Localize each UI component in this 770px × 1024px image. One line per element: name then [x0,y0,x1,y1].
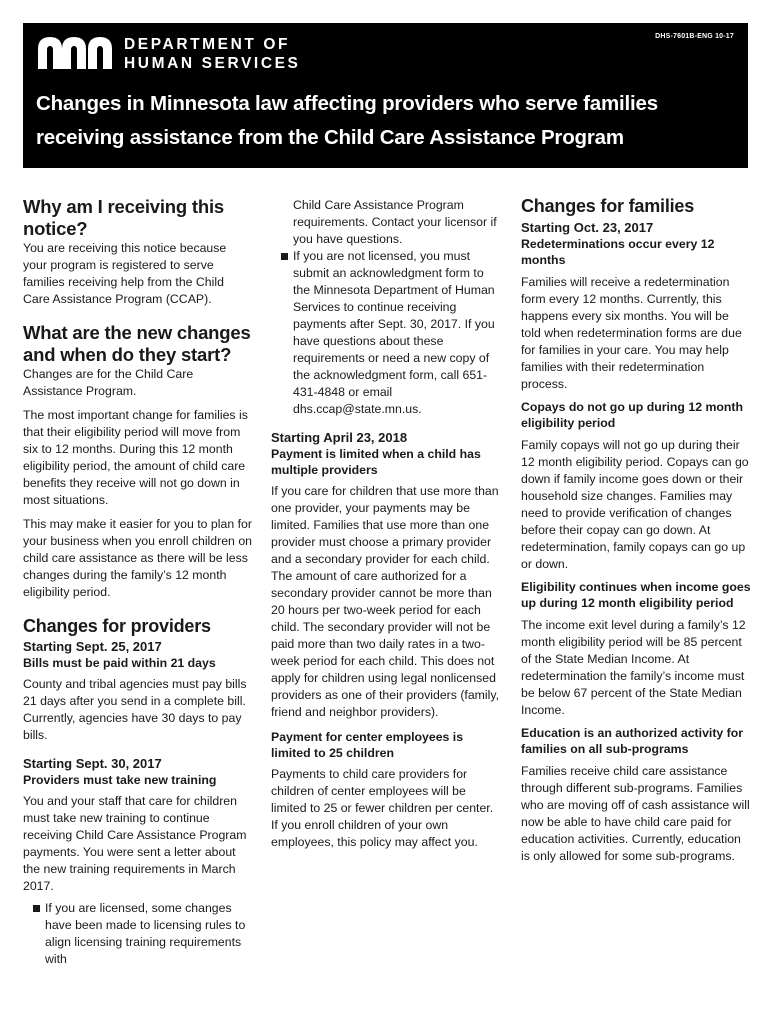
section-subheading: Education is an authorized activity for families on all sub-programs [521,726,744,756]
why-heading: Why am I receiving this notice? [23,196,225,239]
section-subheading: Providers must take new training [23,773,217,787]
section-subheading: Bills must be paid within 21 days [23,656,216,670]
section-text: If you care for children that use more than one provider, your payments may be limited. Families that use more than one provider must choose a primary provider and a secondary provider for each child. The amount of care authorized for a secondary provider cannot be more than 20 hours per two-week period for each child. The secondary provider will not be paid more than two daily rates in a two-week period for each child. This does not apply for children using legal nonlicensed providers as one of their providers (family, friend and neighbor providers). [271,484,500,719]
section-date: Starting Oct. 23, 2017 [521,220,654,235]
section-text: County and tribal agencies must pay bills 21 days after you send in a complete bill. Currently, agencies have 30 days to pay bills. [23,677,247,742]
section-date: Starting Sept. 30, 2017 [23,756,162,771]
column-left [23,190,253,968]
section-text: You and your staff that care for children must take new training to continue receiving Child Care Assistance Program payments. You were sent a letter about the new training requirements in March 2017. [23,794,247,893]
why-text: You are receiving this notice because your program is registered to serve families receiving help from the Child Care Assistance Program (CCAP). [23,241,227,306]
section-subheading: Payment for center employees is limited to 25 children [271,730,464,760]
bullet-square-icon [281,253,288,260]
mn-logo-icon [36,35,118,71]
families-heading: Changes for families [521,196,695,216]
header-banner [23,23,748,168]
section-date: Starting April 23, 2018 [271,430,408,445]
bullet-item: If you are licensed, some changes have been made to licensing rules to align licensing training requirements with [23,900,253,968]
section-text: The income exit level during a family’s 12 month eligibility period will be 85 percent of the State Median Income. At redetermination the family’s income must be below 67 percent of the State Median Income. [521,618,746,717]
page-title: Changes in Minnesota law affecting providers who serve families receiving assistance from the Child Care Assistance Program [36,92,658,149]
what-heading: What are the new changes and when do they start? [23,322,251,365]
section-subheading: Redeterminations occur every 12 months [521,237,715,267]
document-number: DHS-7601B-ENG 10-17 [655,33,734,40]
section-subheading: Payment is limited when a child has multiple providers [271,447,481,477]
what-text-1: Changes are for the Child Care Assistance Program. [23,367,194,398]
column-right [521,190,751,865]
section-subheading: Eligibility continues when income goes up during 12 month eligibility period [521,580,751,610]
section-date: Starting Sept. 25, 2017 [23,639,162,654]
what-text-2: The most important change for families is that their eligibility period will move from six to 12 months. During this 12 month eligibility period, the amount of child care benefits they receive will not go down in most situations. [23,408,248,507]
department-name: DEPARTMENT OF HUMAN SERVICES [124,36,301,72]
what-text-3: This may make it easier for you to plan for your business when you enroll children on child care assistance as there will be less changes during the family’s 12 month eligibility period. [23,517,252,599]
column-middle [271,197,503,851]
section-text: Payments to child care providers for children of center employees will be limited to 25 or fewer children per center. If you enroll children of your own employees, this policy may affect you. [271,767,494,849]
section-text: Family copays will not go up during their 12 month eligibility period. Copays can go down if family income goes down or their household size changes. Families may need to provide verification of changes before their copay can go down. At redetermination, family copays can go up or down. [521,438,749,571]
bullet-continuation: Child Care Assistance Program requirements. Contact your licensor if you have questions. [293,198,497,246]
section-text: Families receive child care assistance through different sub-programs. Families who are moving off of cash assistance will now be able to have child care paid for education activities. Currently, education is only allowed for some sub-programs. [521,764,750,863]
bullet-item: If you are not licensed, you must submit an acknowledgment form to the Minnesota Department of Human Services to continue receiving payments after Sept. 30, 2017. If you have questions about these requirements or need a new copy of the acknowledgment form, call 651-431-4848 or email dhs.ccap@state.mn.us. [271,248,503,418]
bullet-square-icon [33,905,40,912]
section-subheading: Copays do not go up during 12 month eligibility period [521,400,744,430]
section-text: Families will receive a redetermination form every 12 months. Currently, this happens every six months. You will be told when redetermination forms are due for families in your care. You may help families with their redetermination process. [521,275,742,391]
providers-heading: Changes for providers [23,616,211,636]
